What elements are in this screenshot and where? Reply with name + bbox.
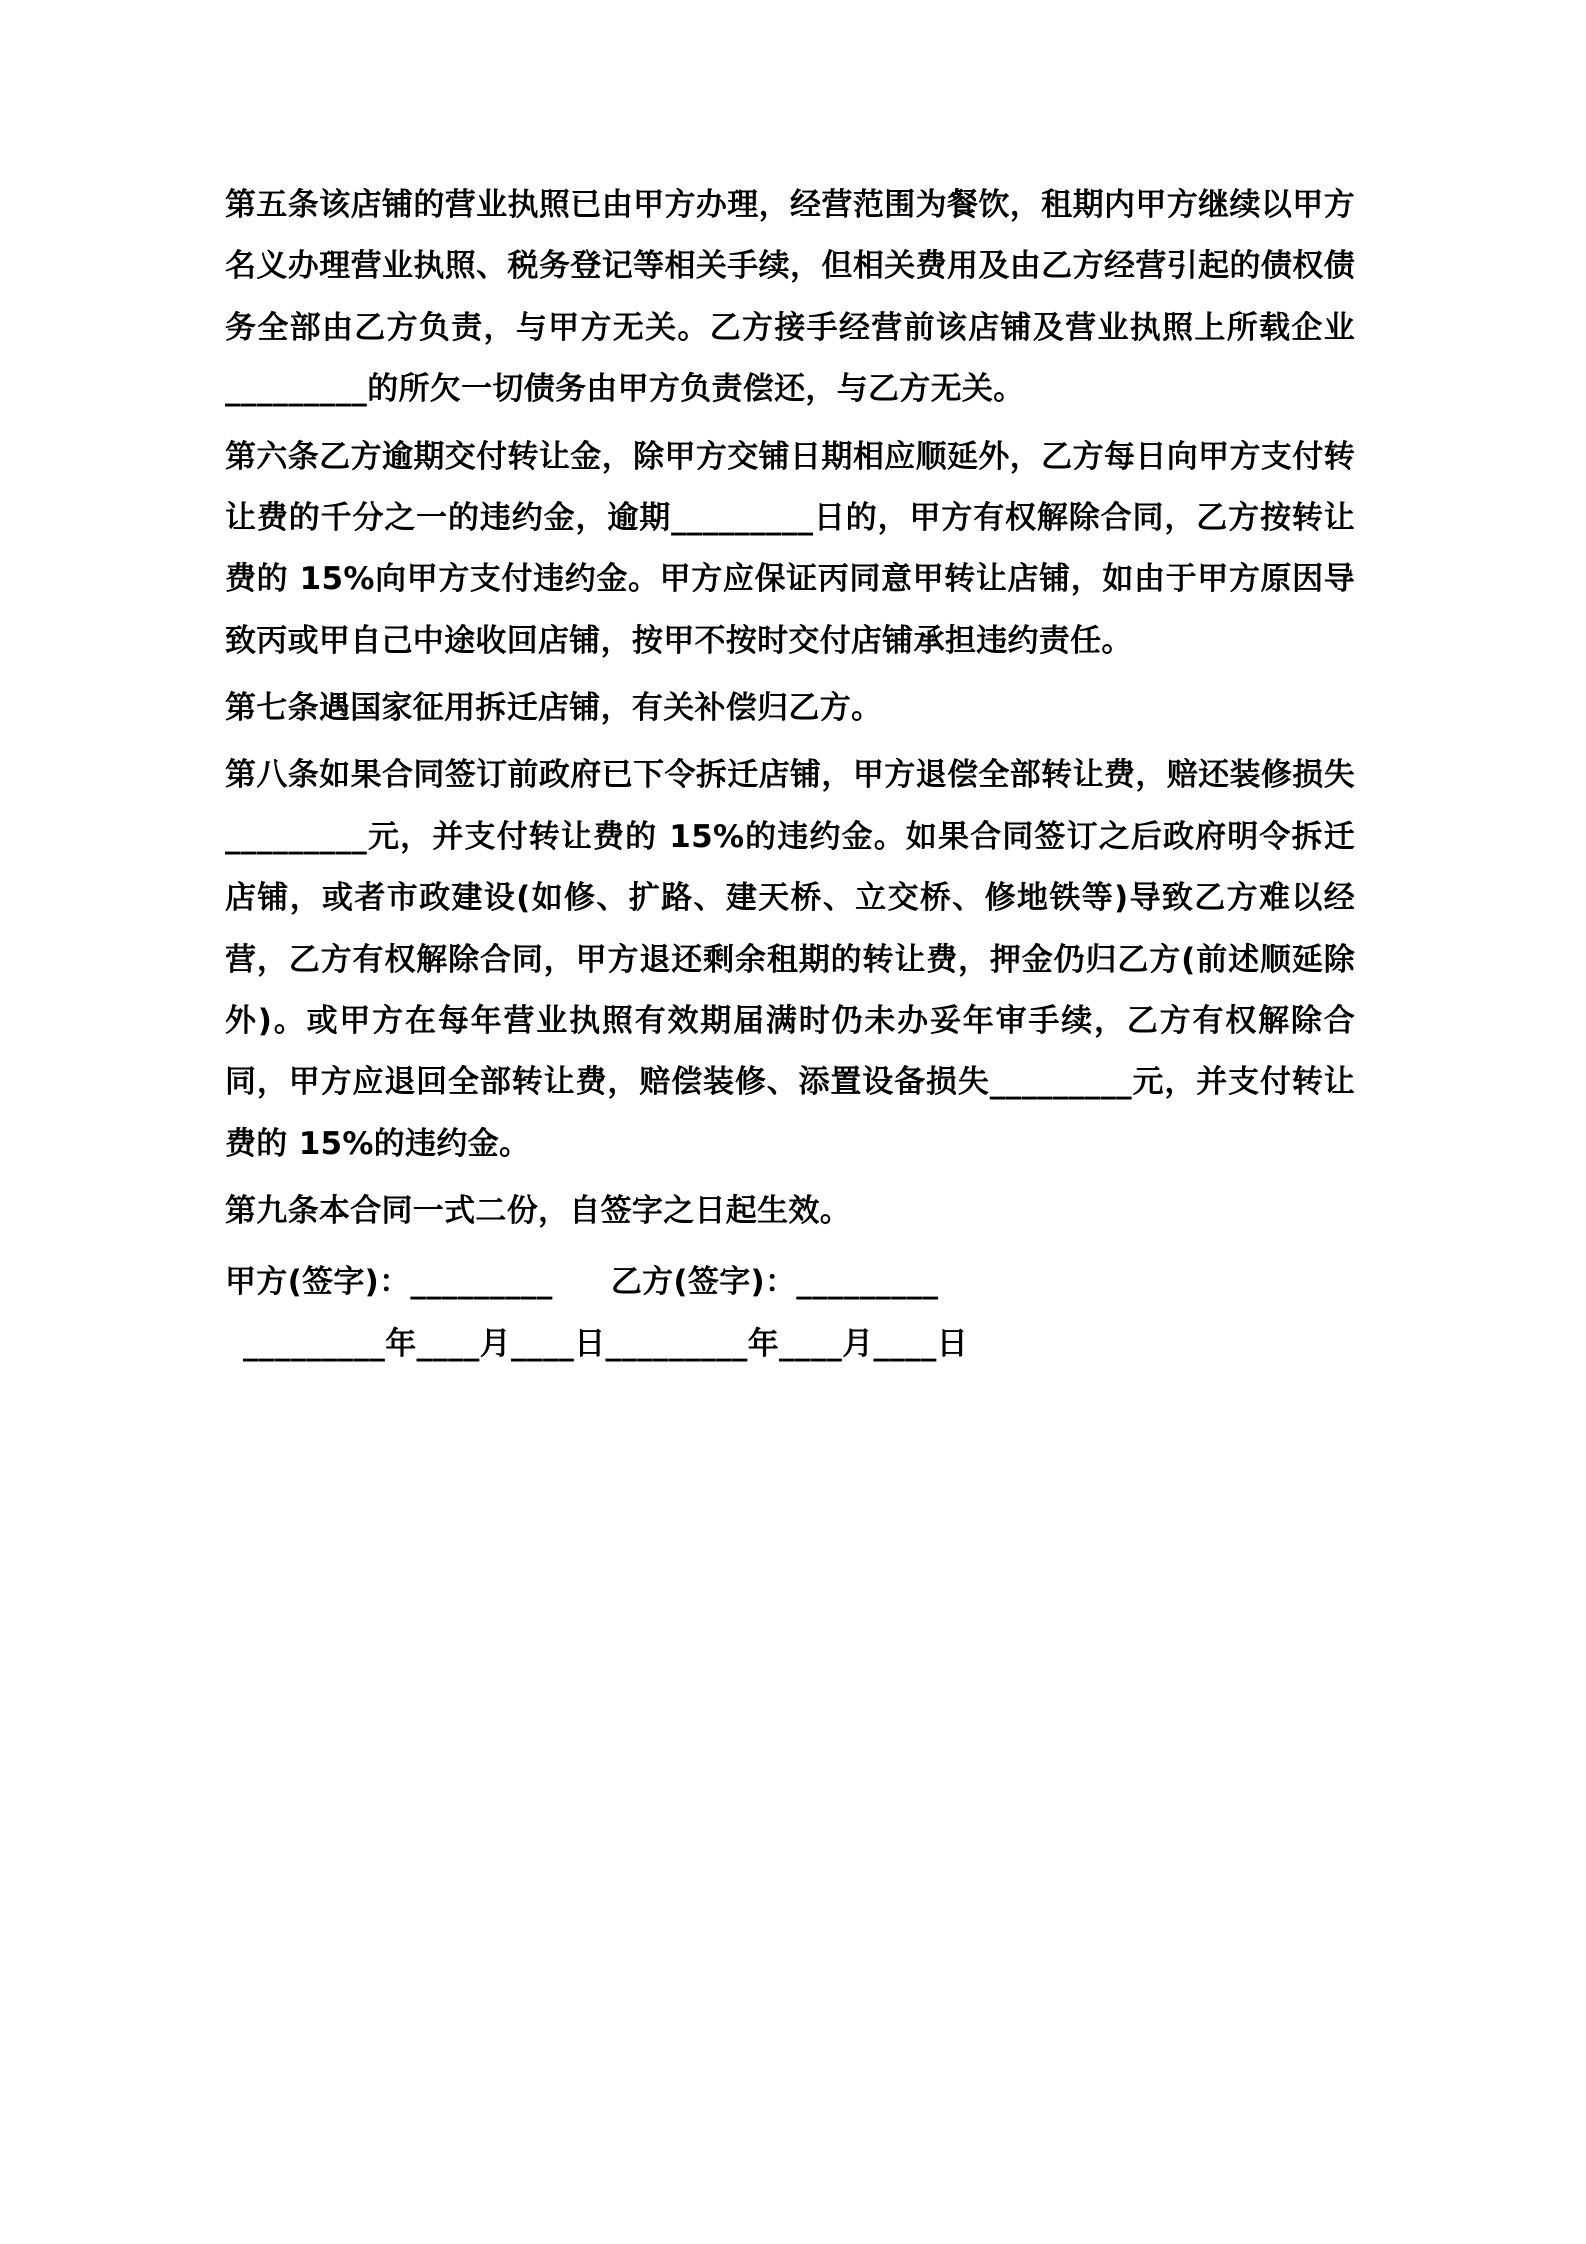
signature-date-line: _________年____月____日_________年____月____日	[243, 1325, 968, 1362]
paragraph-article-5: 第五条该店铺的营业执照已由甲方办理，经营范围为餐饮，租期内甲方继续以甲方名义办理营业执照、税务登记等相关手续，但相关费用及由乙方经营引起的债权债务全部由乙方负责，与甲方无关。乙方接手经营前该店铺及营业执照上所载企业_________的所欠一切债务由甲方负责偿还，与乙方无关。	[225, 187, 1355, 408]
paragraph-article-6: 第六条乙方逾期交付转让金，除甲方交铺日期相应顺延外，乙方每日向甲方支付转让费的千分之一的违约金，逾期_________日的，甲方有权解除合同，乙方按转让费的 15%向甲方支付违约金。甲方应保证丙同意甲转让店铺，如由于甲方原因导致丙或甲自己中途收回店铺，按甲不按时交付店铺承担违约责任。	[225, 438, 1355, 659]
signature-party-a: 甲方(签字)：_________	[225, 1264, 553, 1301]
paragraph-article-8: 第八条如果合同签订前政府已下令拆迁店铺，甲方退偿全部转让费，赔还装修损失_________元，并支付转让费的 15%的违约金。如果合同签订之后政府明令拆迁店铺，或者市政建设(如修、扩路、建天桥、立交桥、修地铁等)导致乙方难以经营，乙方有权解除合同，甲方退还剩余租期的转让费，押金仍归乙方(前述顺延除外)。或甲方在每年营业执照有效期届满时仍未办妥年审手续，乙方有权解除合同，甲方应退回全部转让费，赔偿装修、添置设备损失_________元，并支付转让费的 15%的违约金。	[225, 757, 1355, 1162]
signature-line	[225, 1252, 1355, 1313]
document-body	[225, 175, 1355, 1375]
signature-party-b: 乙方(签字)：_________	[610, 1264, 939, 1301]
paragraph-article-9: 第九条本合同一式二份，自签字之日起生效。	[225, 1193, 851, 1229]
paragraph-article-7: 第七条遇国家征用拆迁店铺，有关补偿归乙方。	[225, 690, 883, 726]
